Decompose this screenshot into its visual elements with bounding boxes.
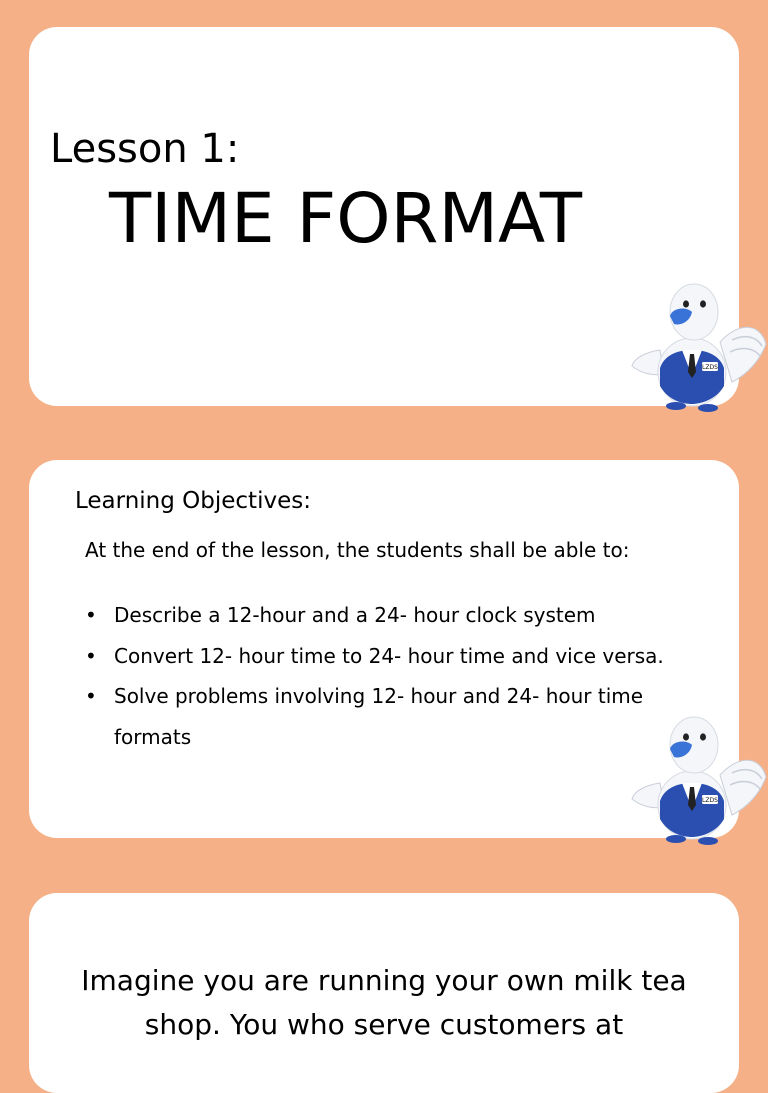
- lesson-title: TIME FORMAT: [109, 179, 583, 259]
- objectives-heading: Learning Objectives:: [75, 488, 311, 514]
- bird-mascot-icon: [628, 282, 768, 416]
- bird-mascot-icon: [628, 715, 768, 849]
- story-text: Imagine you are running your own milk tea shop. You who serve customers at: [81, 964, 687, 1041]
- objective-item: • Convert 12- hour time to 24- hour time and vice versa.: [85, 636, 685, 677]
- badge-text: LZDS: [702, 797, 718, 804]
- lesson-label: Lesson 1:: [50, 126, 240, 172]
- objectives-list: [85, 595, 685, 757]
- objective-item: • Describe a 12-hour and a 24- hour clock system: [85, 595, 685, 636]
- objectives-intro: At the end of the lesson, the students shall be able to:: [85, 538, 630, 562]
- objective-item: • Solve problems involving 12- hour and 24- hour time formats: [85, 676, 685, 757]
- badge-text: LZDS: [702, 364, 718, 371]
- story-slide: [29, 893, 739, 1093]
